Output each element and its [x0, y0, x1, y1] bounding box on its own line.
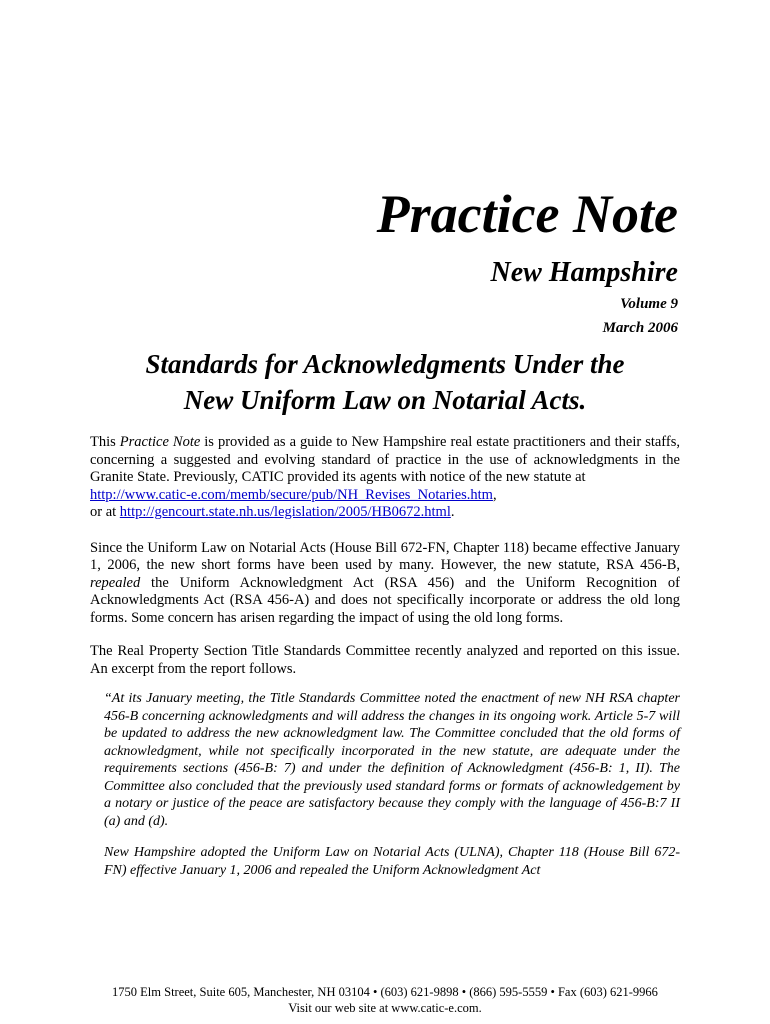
footer-address: 1750 Elm Street, Suite 605, Manchester, NH 03104 • (603) 621-9898 • (866) 595-5559 • Fax (603) 621-9966	[112, 985, 658, 999]
gencourt-legislation-link[interactable]: http://gencourt.state.nh.us/legislation/2005/HB0672.html	[119, 504, 451, 520]
issue-date: March 2006	[602, 320, 678, 336]
intro-lead: This	[90, 434, 120, 450]
article-heading	[90, 346, 680, 418]
article-heading-line-2: New Uniform Law on Notarial Acts.	[183, 385, 587, 415]
state-subtitle: New Hampshire	[490, 257, 678, 288]
document-header	[377, 182, 678, 338]
intro-or-at: or at	[90, 504, 120, 520]
ulna-lead: Since the Uniform Law on Notarial Acts (House Bill 672-FN, Chapter 118) became effective January 1, 2006, the new short forms have been used by many. However, the new statute, RSA 456-B,	[90, 539, 680, 573]
intro-paragraph	[90, 434, 680, 522]
page-title: Practice Note	[376, 184, 678, 244]
ulna-adoption-quote: New Hampshire adopted the Uniform Law on Notarial Acts (ULNA), Chapter 118 (House Bill 672-FN) effective January 1, 2006 and repealed the Uniform Acknowledgment Act	[104, 845, 680, 878]
intro-text: is provided as a guide to New Hampshire real estate practitioners and their staffs, concerning a suggested and evolving standard of practice in the use of acknowledgments in the Granite State. Previously, CATIC provided its agents with notice of the new statute at	[90, 434, 680, 485]
intro-end: .	[450, 504, 455, 520]
article-body	[90, 434, 680, 879]
page-footer	[0, 984, 770, 1016]
volume-label: Volume 9	[620, 296, 678, 312]
report-excerpt-quote: “At its January meeting, the Title Standards Committee noted the enactment of new NH RSA chapter 456-B concerning acknowledgments and will address the changes in its ongoing work. Article 5-7 will be updated to address the new acknowledgment law. The Committee concluded that the old forms of acknowledgment, while not specifically incorporated in the new statute, are adequate under the requirements sections (456-B: 7) and under the definition of Acknowledgment (456-B: 1, II). The Committee also concluded that the previously used standard forms or formats of acknowledgement by a notary or justice of the peace are satisfactory because they comply with the language of 456-B:7 II (a) and (d).	[104, 691, 680, 829]
committee-paragraph: The Real Property Section Title Standards Committee recently analyzed and reported on this issue. An excerpt from the report follows.	[90, 643, 680, 677]
intro-separator: ,	[492, 486, 497, 503]
intro-emphasis: Practice Note	[119, 434, 201, 450]
ulna-text: the Uniform Acknowledgment Act (RSA 456) and the Uniform Recognition of Acknowledgments Act (RSA 456-A) and does not specifically incorporate or address the old long forms. Some concern has arisen regarding the impact of using the old long forms.	[90, 574, 680, 626]
ulna-paragraph	[90, 540, 680, 628]
catic-notice-link[interactable]: http://www.catic-e.com/memb/secure/pub/NH_Revises_Notaries.htm	[90, 486, 493, 503]
footer-website: Visit our web site at www.catic-e.com.	[288, 1001, 482, 1015]
article-heading-line-1: Standards for Acknowledgments Under the	[145, 349, 625, 379]
ulna-emphasis: repealed	[90, 574, 141, 591]
